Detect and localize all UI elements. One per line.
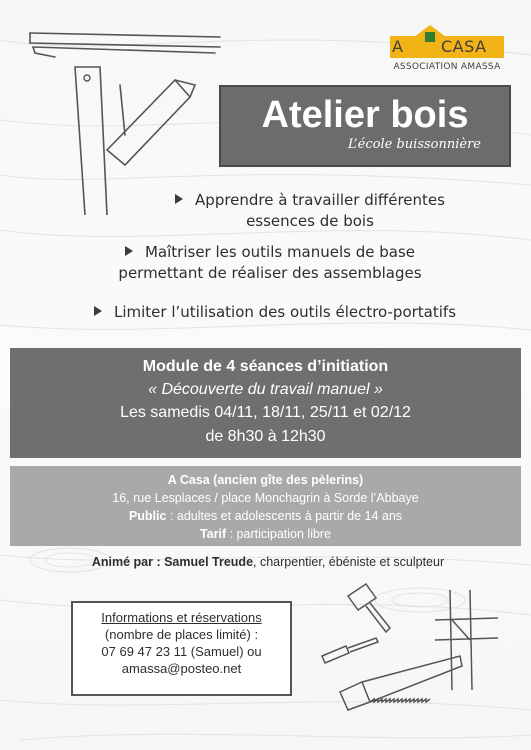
page-subtitle: L’école buissonnière — [348, 137, 481, 152]
bullet-line: essences de bois — [246, 212, 374, 230]
bullet-line: Apprendre à travailler différentes — [195, 191, 445, 209]
arrow-bullet-icon — [94, 306, 102, 316]
bracket-drawing-icon — [25, 25, 225, 215]
public-label: Public — [128, 509, 167, 523]
module-banner — [10, 348, 521, 458]
module-hours: de 8h30 à 12h30 — [205, 428, 326, 445]
joinery-drawing-icon — [430, 585, 500, 695]
venue-address: 16, rue Lesplaces / place Monchagrin à Sorde l’Abbaye — [112, 491, 419, 505]
logo-letter: A — [392, 37, 403, 56]
animator-label: Animé par : Samuel Treude — [91, 555, 254, 569]
bullet-line: Maîtriser les outils manuels de base — [144, 243, 416, 261]
contact-phone[interactable]: 07 69 47 23 11 (Samuel) ou — [101, 644, 262, 659]
page-title: Atelier bois — [261, 94, 469, 136]
animator-role: , charpentier, ébéniste et sculpteur — [253, 555, 445, 569]
logo-subtitle: ASSOCIATION AMASSA — [393, 62, 501, 72]
contact-title: Informations et réservations — [101, 610, 262, 625]
module-dates: Les samedis 04/11, 18/11, 25/11 et 02/12 — [120, 404, 411, 421]
bullet-item — [90, 242, 450, 284]
public-line — [10, 509, 521, 523]
association-logo — [384, 20, 510, 78]
bullet-item — [140, 190, 480, 232]
logo-name: CASA — [441, 37, 487, 56]
mallet-icon — [340, 578, 400, 638]
tarif-line — [10, 527, 521, 541]
tarif-label: Tarif — [199, 527, 227, 541]
info-banner — [10, 466, 521, 546]
module-tagline: « Découverte du travail manuel » — [148, 381, 383, 398]
contact-note: (nombre de places limité) : — [104, 627, 259, 642]
arrow-bullet-icon — [175, 194, 183, 204]
arrow-bullet-icon — [125, 246, 133, 256]
title-banner — [219, 85, 511, 167]
venue-name: A Casa (ancien gîte des pèlerins) — [167, 473, 364, 487]
bullet-line: permettant de réaliser des assemblages — [118, 264, 422, 282]
module-heading: Module de 4 séances d’initiation — [142, 358, 389, 375]
tarif-value: : participation libre — [226, 527, 332, 541]
contact-email[interactable]: amassa@posteo.net — [121, 661, 242, 676]
bullet-line: Limiter l’utilisation des outils électro-portatifs — [113, 303, 457, 321]
public-value: : adultes et adolescents à partir de 14 ans — [166, 509, 403, 523]
bullet-item — [50, 302, 500, 323]
contact-box — [71, 601, 292, 696]
animator-line — [48, 555, 488, 569]
